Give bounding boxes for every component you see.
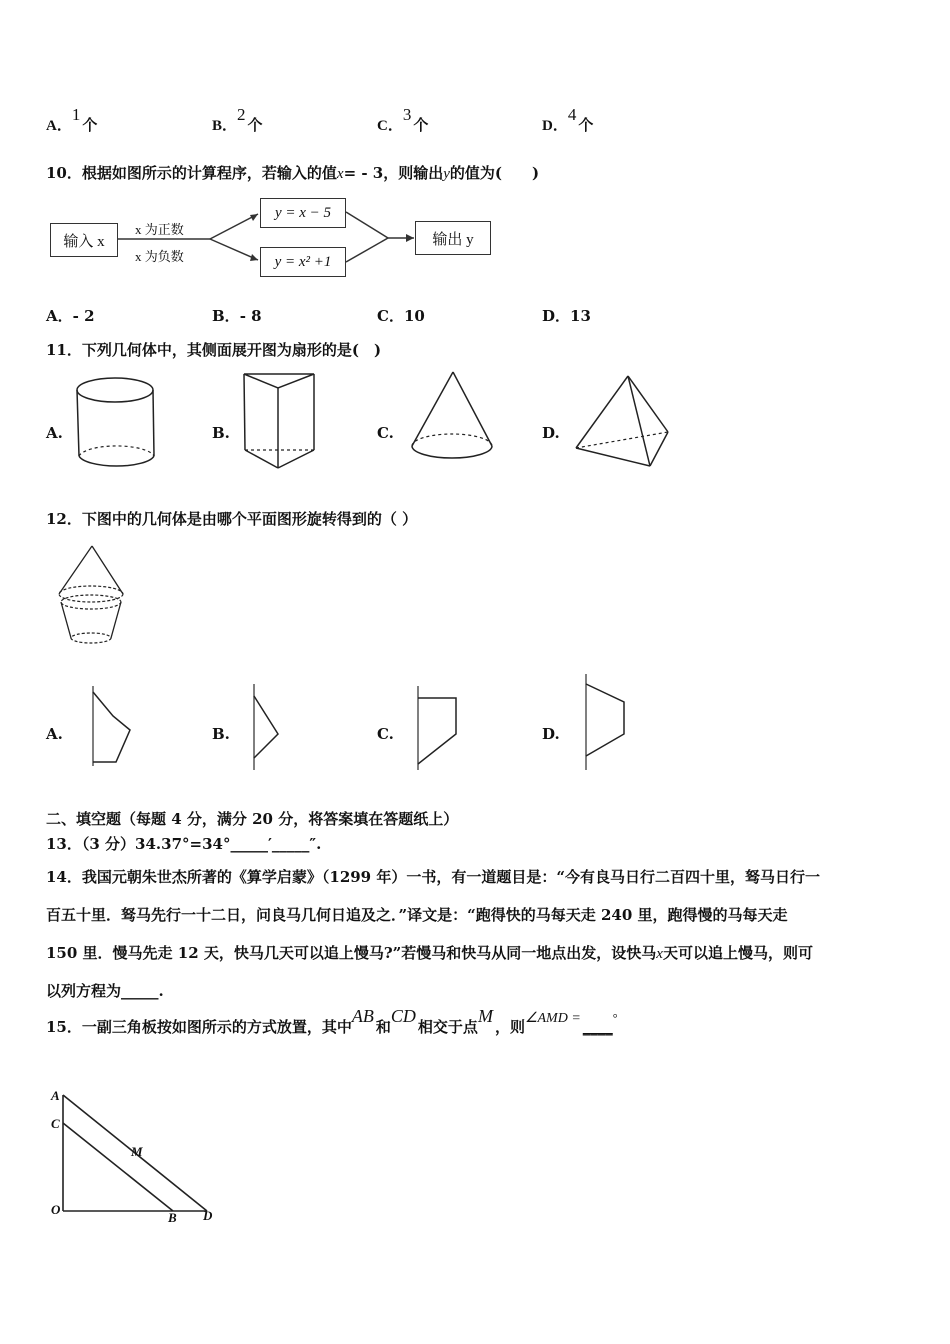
cylinder-figure bbox=[74, 368, 164, 478]
q12-shape-c bbox=[414, 684, 474, 774]
q10-option-c: C．10 bbox=[377, 307, 425, 325]
q13-text: 13．（3 分）34.37°=34°_____′_____″. bbox=[46, 835, 322, 853]
q14-line3: 150 里．慢马先走 12 天，快马几天可以追上慢马?”若慢马和快马从同一地点出发，设快马x天可以追上慢马，则可 bbox=[46, 944, 813, 962]
flow-input-box: 输入 x bbox=[50, 223, 118, 257]
label-o: O bbox=[51, 1202, 61, 1217]
label-b: B bbox=[168, 1210, 177, 1225]
q10-option-b: B．- 8 bbox=[212, 307, 262, 325]
q11-stem: 11．下列几何体中，其侧面展开图为扇形的是( ) bbox=[46, 341, 382, 359]
label-d: D bbox=[203, 1208, 213, 1223]
q12-option-c-label: C. bbox=[377, 725, 394, 743]
flow-negative-label: x 为负数 bbox=[135, 249, 184, 264]
q11-option-c-label: C. bbox=[377, 424, 394, 442]
q14-line2: 百五十里．驽马先行一十二日，问良马几何日追及之．”译文是：“跑得快的马每天走 240 里，跑得慢的马每天走 bbox=[46, 906, 788, 924]
pyramid-figure bbox=[572, 372, 672, 472]
q12-shape-b bbox=[250, 682, 300, 772]
q9-option-d: D．4个 bbox=[542, 105, 594, 134]
q14-line4: 以列方程为_____. bbox=[46, 982, 164, 1000]
flow-output-box: 输出 y bbox=[415, 221, 491, 255]
cone-figure bbox=[408, 368, 498, 468]
q10-stem: 10．根据如图所示的计算程序，若输入的值x= - 3，则输出y的值为( ) bbox=[46, 164, 540, 182]
q12-shape-d bbox=[582, 672, 642, 772]
q11-option-b-label: B. bbox=[212, 424, 230, 442]
q12-option-b-label: B. bbox=[212, 725, 230, 743]
q11-option-a-label: A. bbox=[46, 424, 63, 442]
q14-line1: 14．我国元朝朱世杰所著的《算学启蒙》（1299 年）一书，有一道题目是：“今有良马日行二百四十里，驽马日行一 bbox=[46, 868, 820, 886]
label-a: A bbox=[51, 1088, 60, 1103]
flow-formula-top: y = x − 5 bbox=[260, 198, 346, 228]
q11-option-d-label: D. bbox=[542, 424, 560, 442]
q12-stem: 12．下图中的几何体是由哪个平面图形旋转得到的（ ） bbox=[46, 510, 418, 528]
prism-figure bbox=[240, 370, 320, 475]
q12-option-d-label: D. bbox=[542, 725, 560, 743]
flow-positive-label: x 为正数 bbox=[135, 222, 184, 237]
label-m: M bbox=[131, 1144, 143, 1159]
q9-option-a: A．1个 bbox=[46, 105, 98, 134]
q10-option-d: D．13 bbox=[542, 307, 591, 325]
q10-option-a: A．- 2 bbox=[46, 307, 95, 325]
q12-shape-a bbox=[88, 684, 148, 774]
q12-option-a-label: A. bbox=[46, 725, 63, 743]
solid-figure bbox=[55, 542, 135, 652]
q9-option-c: C．3个 bbox=[377, 105, 429, 134]
flow-formula-bottom: y = x² +1 bbox=[260, 247, 346, 277]
section2-heading: 二、填空题（每题 4 分，满分 20 分，将答案填在答题纸上） bbox=[46, 810, 459, 828]
label-c: C bbox=[51, 1116, 60, 1131]
q15-stem: 15．一副三角板按如图所示的方式放置，其中AB和CD相交于点M，则∠AMD = ____° bbox=[46, 1006, 618, 1036]
q9-option-b: B．2个 bbox=[212, 105, 263, 134]
